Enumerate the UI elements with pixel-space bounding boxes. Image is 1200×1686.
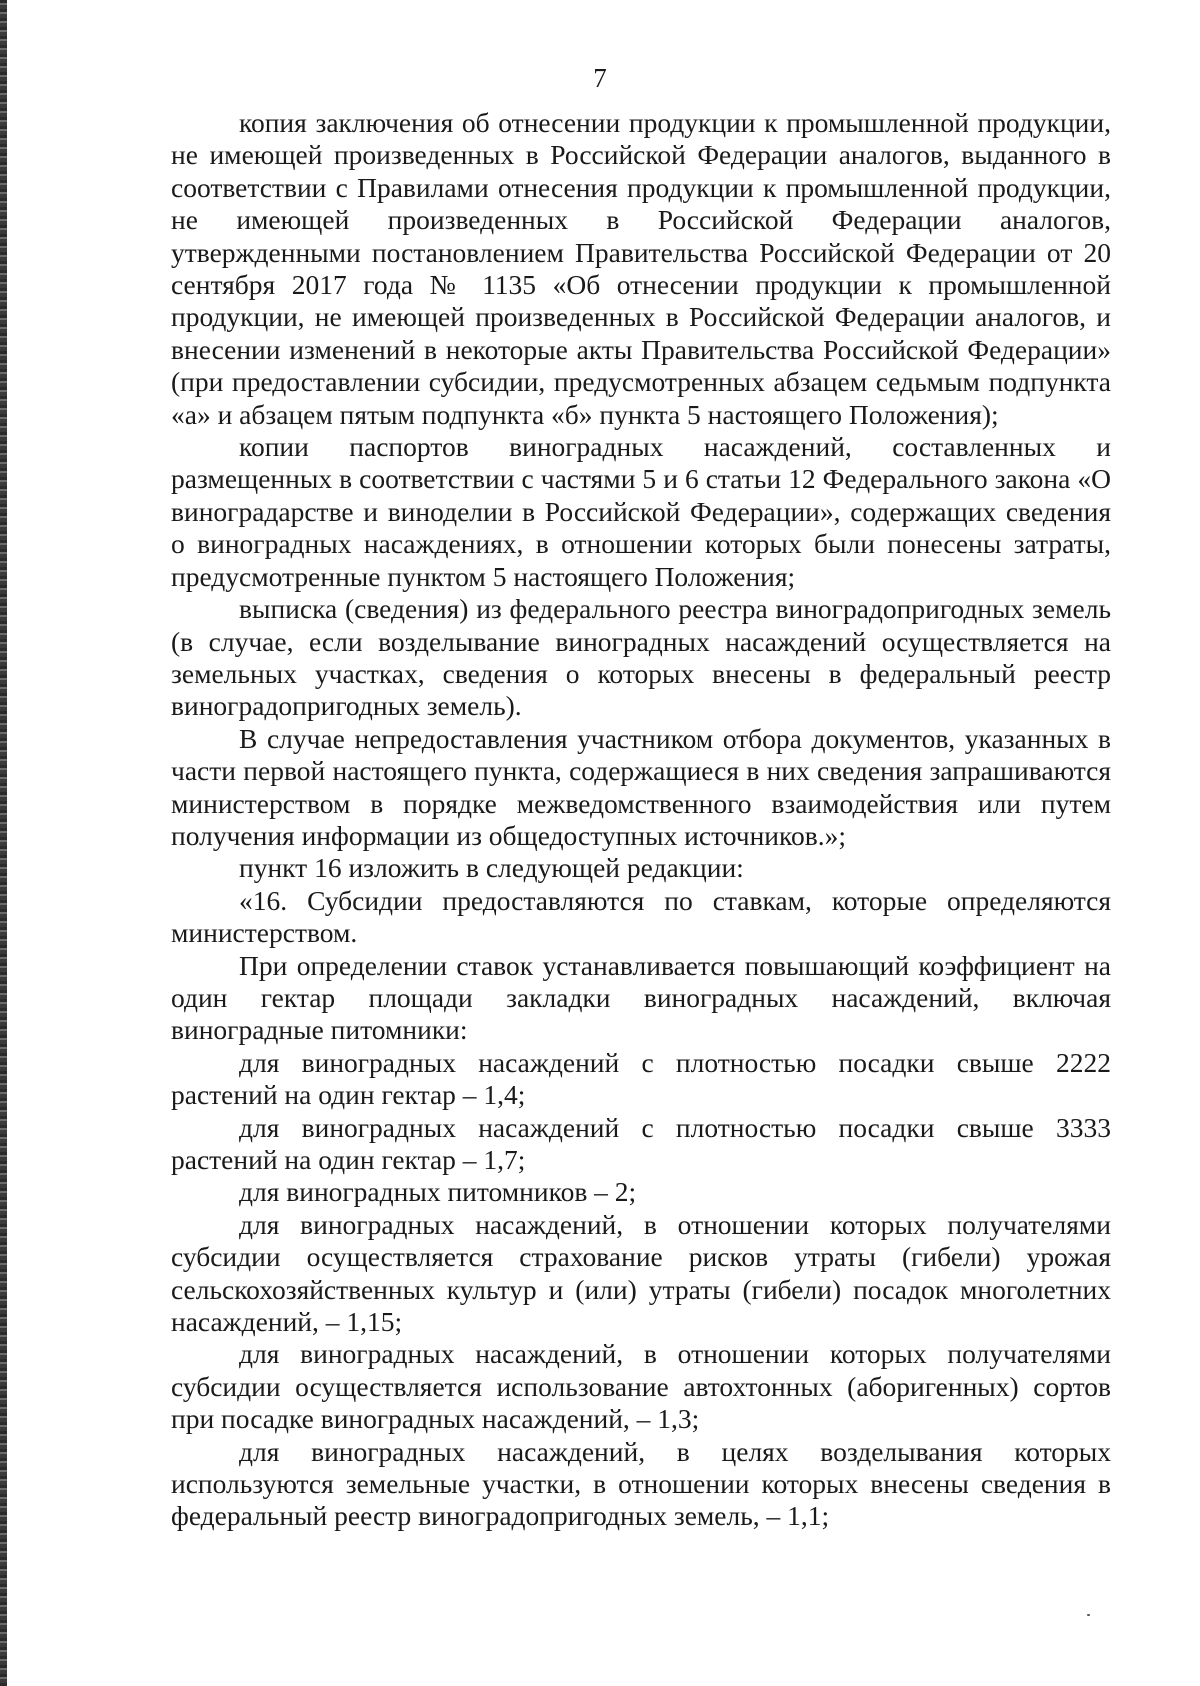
paragraph-2: копии паспортов виноградных насаждений, составленных и размещенных в соответствии с частями 5 и 6 статьи 12 Федерального закона «О виноградарстве и виноделии в Российской Федерации», содержащих сведения о виноградных насаждениях, в отношении которых были понесены затраты, предусмотренные пунктом 5 настоящего Положения; — [171, 431, 1111, 592]
paragraph-13: для виноградных насаждений, в целях возделывания которых используются земельные участки, в отношении которых внесены сведения в федеральный реестр виноградопригодных земель, – 1,1; — [171, 1435, 1111, 1532]
paragraph-8: для виноградных насаждений с плотностью посадки свыше 2222 растений на один гектар – 1,4; — [171, 1046, 1111, 1111]
paragraph-10: для виноградных питомников – 2; — [239, 1176, 637, 1208]
scan-speck — [1087, 1614, 1090, 1616]
body-text — [171, 107, 1111, 1533]
paragraph-11: для виноградных насаждений, в отношении которых получателями субсидии осуществляется страхование рисков утраты (гибели) урожая сельскохозяйственных культур и (или) утраты (гибели) посадок многолетних насаждений, – 1,15; — [171, 1208, 1111, 1338]
paragraph-6: «16. Субсидии предоставляются по ставкам, которые определяются министерством. — [171, 884, 1111, 949]
paragraph-4: В случае непредоставления участником отбора документов, указанных в части первой настоящего пункта, содержащиеся в них сведения запрашиваются министерством в порядке межведомственного взаимодействия или путем получения информации из общедоступных источников.»; — [171, 722, 1111, 851]
paragraph-3: выписка (сведения) из федерального реестра виноградопригодных земель (в случае, если возделывание виноградных насаждений осуществляется на земельных участках, сведения о которых внесены в федеральный реестр виноградопригодных земель). — [171, 593, 1111, 722]
paragraph-9: для виноградных насаждений с плотностью посадки свыше 3333 растений на один гектар – 1,7; — [171, 1111, 1111, 1175]
paragraph-12: для виноградных насаждений, в отношении которых получателями субсидии осуществляется использование автохтонных (аборигенных) сортов при посадке виноградных насаждений, – 1,3; — [171, 1338, 1111, 1435]
paragraph-5: пункт 16 изложить в следующей редакции: — [239, 852, 744, 884]
paragraph-7: При определении ставок устанавливается повышающий коэффициент на один гектар площади закладки виноградных насаждений, включая виноградные питомники: — [171, 949, 1111, 1046]
paragraph-1: копия заключения об отнесении продукции к промышленной продукции, не имеющей произведенных в Российской Федерации аналогов, выданного в соответствии с Правилами отнесения продукции к промышленной продукции, не имеющей произведенных в Российской Федерации аналогов, утвержденными постановлением Правительства Российской Федерации от 20 сентября 2017 года № 1135 «Об отнесении продукции к промышленной продукции, не имеющей произведенных в Российской Федерации аналогов, и внесении изменений в некоторые акты Правительства Российской Федерации» (при предоставлении субсидии, предусмотренных абзацем седьмым подпункта «а» и абзацем пятым подпункта «б» пункта 5 настоящего Положения); — [171, 107, 1111, 430]
page-number: 7 — [593, 63, 607, 93]
